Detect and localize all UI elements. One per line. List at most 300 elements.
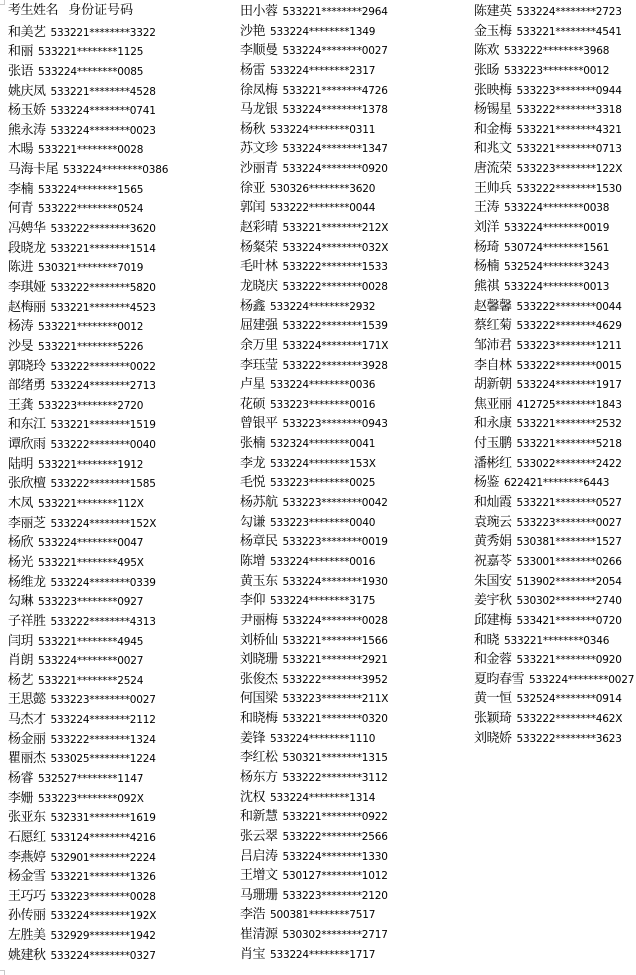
id-number: 533221********1125: [38, 46, 144, 59]
id-number: 533223********122X: [516, 163, 623, 176]
student-name: 徐亚: [240, 180, 266, 196]
student-name: 付玉鹏: [474, 436, 512, 452]
student-name: 邱建梅: [474, 612, 512, 628]
id-number: 533221********0028: [38, 144, 144, 157]
list-item: [8, 572, 168, 592]
id-number: 533224********0023: [50, 124, 156, 137]
id-number: 533221********0922: [282, 811, 388, 824]
cell-corner-marker-bottom: [0, 970, 5, 975]
student-name: 金玉梅: [474, 23, 512, 39]
id-number: 533001********0266: [516, 555, 622, 568]
student-name: 杨秋: [240, 121, 266, 137]
student-name: 夏昀春雪: [474, 671, 525, 687]
list-item: [240, 551, 388, 571]
student-name: 张欣檀: [8, 476, 46, 492]
id-number: 533222********0028: [282, 280, 388, 293]
list-item: [8, 847, 168, 867]
list-item: [8, 611, 168, 631]
student-name: 卢星: [240, 377, 266, 393]
list-item: [240, 728, 388, 748]
id-number: 533224********0038: [504, 202, 610, 215]
list-item: [8, 925, 168, 945]
id-number: 530326********3620: [270, 182, 376, 195]
id-number: 533222********3318: [516, 104, 622, 117]
id-number: 533224********0027: [282, 45, 388, 58]
id-number: 533224********192X: [50, 910, 157, 923]
student-name: 姚庆凤: [8, 83, 46, 99]
student-name: 马珊珊: [240, 887, 278, 903]
student-name: 沈权: [240, 789, 266, 805]
list-item: [8, 788, 168, 808]
student-name: 屈建强: [240, 318, 278, 334]
student-name: 余万里: [240, 337, 278, 353]
id-number: 533224********1110: [270, 732, 376, 745]
student-name: 胡新朝: [474, 377, 512, 393]
id-number: 532331********1619: [50, 812, 156, 825]
id-number: 533221********1519: [50, 419, 156, 432]
list-item: [240, 669, 388, 689]
list-item: [240, 158, 388, 178]
student-name: 王涛: [474, 200, 500, 216]
student-name: 张语: [8, 63, 34, 79]
list-item: [474, 80, 634, 100]
id-number: 533224********2932: [270, 300, 376, 313]
id-number: 530321********1315: [282, 752, 388, 765]
id-number: 530724********1561: [504, 241, 610, 254]
id-number: 533222********1585: [50, 478, 156, 491]
student-name: 陈进: [8, 260, 34, 276]
student-name: 崔清源: [240, 927, 278, 943]
student-name: 和金梅: [474, 121, 512, 137]
student-name: 张俊杰: [240, 671, 278, 687]
list-item: [240, 571, 388, 591]
id-number: 533224********2317: [270, 64, 376, 77]
id-number: 533224********3175: [270, 595, 376, 608]
list-item: [240, 256, 388, 276]
id-number: 533221********4541: [516, 25, 622, 38]
student-name: 杨睿: [8, 770, 34, 786]
id-number: 533221********4528: [50, 85, 156, 98]
list-item: [240, 296, 388, 316]
student-name: 李丽芝: [8, 515, 46, 531]
cell-corner-marker: [0, 0, 5, 5]
id-number: 533222********0044: [270, 202, 376, 215]
student-name: 田小蓉: [240, 4, 278, 19]
list-item: [240, 846, 388, 866]
id-number: 533221********2964: [282, 6, 388, 18]
list-item: [474, 60, 634, 80]
student-name: 瞿丽杰: [8, 751, 46, 767]
student-name: 杨玉娇: [8, 103, 46, 119]
student-name: 杨东方: [240, 769, 278, 785]
id-number: 533222********462X: [516, 713, 623, 726]
id-number: 533222********5820: [50, 281, 156, 294]
id-number: 533221********4945: [38, 635, 144, 648]
list-item: [474, 217, 634, 237]
id-number: 533224********0027: [529, 673, 635, 686]
column-2: [240, 0, 388, 963]
list-item: [474, 138, 634, 158]
student-name: 杨粲荣: [240, 239, 278, 255]
list-item: [8, 81, 168, 101]
id-number: 533222********3620: [50, 223, 156, 236]
student-name: 冯娉华: [8, 221, 46, 237]
student-name: 李浩: [240, 907, 266, 923]
list-item: [240, 394, 388, 414]
column-1: [8, 0, 168, 964]
student-name: 和灿霞: [474, 495, 512, 511]
list-item: [474, 335, 634, 355]
list-item: [8, 179, 168, 199]
id-number: 533223********0025: [270, 477, 376, 490]
student-name: 何国梁: [240, 691, 278, 707]
student-name: 张楠: [240, 436, 266, 452]
list-item: [8, 316, 168, 336]
student-name: 邹沛君: [474, 337, 512, 353]
student-name: 赵彩晴: [240, 220, 278, 236]
list-item: [240, 374, 388, 394]
list-item: [8, 650, 168, 670]
id-number: 533224********1717: [270, 948, 376, 961]
student-name: 熊永涛: [8, 122, 46, 138]
student-name: 杨雷: [240, 62, 266, 78]
list-item: [8, 905, 168, 925]
student-name: 杨楠: [474, 259, 500, 275]
id-number: 533224********1930: [282, 575, 388, 588]
id-number: 533221********4726: [282, 84, 388, 97]
student-name: 赵梅丽: [8, 299, 46, 315]
id-number: 533221********3322: [50, 26, 156, 39]
id-number: 533224********0741: [50, 105, 156, 118]
student-name: 王增文: [240, 868, 278, 884]
student-name: 黄玉东: [240, 573, 278, 589]
id-number: 533224********1314: [270, 791, 376, 804]
id-number: 533224********0047: [38, 537, 144, 550]
student-name: 刘桥仙: [240, 632, 278, 648]
student-name: 段晓龙: [8, 240, 46, 256]
id-number: 533221********112X: [38, 498, 144, 511]
student-name: 和东江: [8, 417, 46, 433]
id-number: 533221********2524: [38, 674, 144, 687]
student-name: 张云翠: [240, 828, 278, 844]
student-name: 熊祺: [474, 278, 500, 294]
id-number: 533223********0019: [282, 536, 388, 549]
list-item: [240, 413, 388, 433]
student-name: 潘彬红: [474, 455, 512, 471]
list-item: [240, 924, 388, 944]
id-number: 513902********2054: [516, 575, 622, 588]
student-name: 王帅兵: [474, 180, 512, 196]
student-name: 勾琳: [8, 594, 34, 610]
student-name: 李红松: [240, 750, 278, 766]
id-number: 530127********1012: [282, 870, 388, 883]
list-item: [8, 748, 168, 768]
id-number: 533224********0013: [504, 280, 610, 293]
list-item: [474, 492, 634, 512]
id-number: 533222********0040: [50, 439, 156, 452]
id-number: 533222********0524: [38, 203, 144, 216]
list-item: [474, 669, 634, 689]
list-item: [240, 708, 388, 728]
student-name: 龙晓庆: [240, 278, 278, 294]
list-item: [474, 99, 634, 119]
id-number: 532929********1942: [50, 930, 156, 943]
list-item: [8, 434, 168, 454]
student-name: 王巧巧: [8, 888, 46, 904]
list-item: [8, 41, 168, 61]
student-name: 毛悦: [240, 475, 266, 491]
list-item: [240, 531, 388, 551]
list-item: [240, 472, 388, 492]
list-item: [8, 257, 168, 277]
id-number: 533224********2713: [50, 380, 156, 393]
header-name-label: 考生姓名: [8, 3, 59, 18]
list-item: [474, 472, 634, 492]
id-number: 532524********3243: [504, 261, 610, 274]
id-number: 533221********1566: [282, 634, 388, 647]
list-item: [8, 356, 168, 376]
list-item: [8, 886, 168, 906]
id-number: 530302********2717: [282, 929, 388, 942]
id-number: 533221********1912: [38, 458, 144, 471]
student-name: 杨艺: [8, 672, 34, 688]
id-number: 533221********1514: [50, 242, 156, 255]
id-number: 533224********0311: [270, 123, 376, 136]
student-name: 苏文珍: [240, 141, 278, 157]
student-name: 黄秀娟: [474, 534, 512, 550]
id-number: 533223********0042: [282, 497, 388, 510]
id-number: 533222********4313: [50, 615, 156, 628]
student-name: 杨金雪: [8, 869, 46, 885]
student-name: 杨章民: [240, 534, 278, 550]
id-number: 533221********2921: [282, 654, 388, 667]
list-item: [240, 80, 388, 100]
list-item: [240, 610, 388, 630]
id-number: 532901********2224: [50, 851, 156, 864]
student-name: 张旸: [474, 62, 500, 78]
list-item: [8, 493, 168, 513]
student-name: 谭欣雨: [8, 437, 46, 453]
list-item: [474, 355, 634, 375]
student-name: 杨涛: [8, 319, 34, 335]
student-name: 尹丽梅: [240, 612, 278, 628]
id-number: 533224********0386: [63, 164, 169, 177]
student-name: 和美艺: [8, 24, 46, 40]
student-name: 李珏莹: [240, 357, 278, 373]
list-item: [474, 119, 634, 139]
list-item: [240, 21, 388, 41]
student-name: 袁琬云: [474, 514, 512, 530]
list-item: [8, 454, 168, 474]
student-name: 孙传丽: [8, 908, 46, 924]
list-item: [474, 158, 634, 178]
list-item: [474, 649, 634, 669]
student-name: 杨苏航: [240, 495, 278, 511]
id-number: 533223********1211: [516, 339, 622, 352]
student-name: 和丽: [8, 44, 34, 60]
list-item: [474, 728, 634, 748]
student-name: 张映梅: [474, 82, 512, 98]
list-item: [474, 21, 634, 41]
id-number: 533221********495X: [38, 556, 144, 569]
list-item: [474, 413, 634, 433]
list-item: [8, 945, 168, 965]
list-item: [8, 395, 168, 415]
student-name: 杨鉴: [474, 475, 500, 491]
student-name: 和永康: [474, 416, 512, 432]
student-name: 和新慧: [240, 809, 278, 825]
list-item: [474, 237, 634, 257]
student-name: 唐流荣: [474, 161, 512, 177]
student-name: 祝嘉苓: [474, 553, 512, 569]
id-number: 533222********2566: [282, 830, 388, 843]
list-item: [474, 276, 634, 296]
list-item: [8, 670, 168, 690]
list-item: [8, 336, 168, 356]
id-number: 533025********1224: [50, 753, 156, 766]
id-number: 533223********0927: [38, 596, 144, 609]
id-number: 533223********2120: [282, 889, 388, 902]
list-item: [8, 532, 168, 552]
student-name: 杨欣: [8, 535, 34, 551]
id-number: 533221********0320: [282, 713, 388, 726]
student-name: 吕启涛: [240, 848, 278, 864]
id-number: 533223********0028: [50, 890, 156, 903]
id-number: 533223********092X: [38, 792, 144, 805]
id-number: 533221********212X: [282, 222, 389, 235]
id-number: 533221********0920: [516, 654, 622, 667]
list-item: [240, 217, 388, 237]
student-name: 李龙: [240, 455, 266, 471]
student-name: 李楠: [8, 181, 34, 197]
id-number: 533221********5226: [38, 340, 144, 353]
student-name: 朱国安: [474, 573, 512, 589]
id-number: 533022********2422: [516, 457, 622, 470]
id-number: 533224********0016: [270, 555, 376, 568]
id-number: 533224********1917: [516, 379, 622, 392]
list-item: [8, 689, 168, 709]
list-item: [474, 708, 634, 728]
id-number: 533224********0036: [270, 379, 376, 392]
student-name: 木暘: [8, 142, 34, 158]
id-number: 530321********7019: [38, 262, 144, 275]
student-name: 石愿红: [8, 829, 46, 845]
list-item: [8, 297, 168, 317]
id-number: 533223********0012: [504, 64, 610, 77]
student-name: 闫玥: [8, 633, 34, 649]
student-name: 刘晓珊: [240, 652, 278, 668]
id-number: 533223********0027: [516, 516, 622, 529]
student-name: 杨锡星: [474, 102, 512, 118]
student-name: 李燕婷: [8, 849, 46, 865]
id-number: 533224********2112: [50, 714, 156, 727]
id-number: 532524********0914: [516, 693, 622, 706]
id-number: 533223********0016: [270, 398, 376, 411]
student-name: 陆明: [8, 456, 34, 472]
id-number: 533224********0028: [282, 614, 388, 627]
list-item: [474, 315, 634, 335]
student-name: 杨金丽: [8, 731, 46, 747]
student-name: 肖宝: [240, 946, 266, 962]
list-item: [240, 1, 388, 21]
id-number: 532324********0041: [270, 438, 376, 451]
id-number: 533221********1326: [50, 871, 156, 884]
id-number: 530381********1527: [516, 536, 622, 549]
list-item: [8, 807, 168, 827]
student-name: 和兆文: [474, 141, 512, 157]
student-name: 勾谦: [240, 514, 266, 530]
list-item: [8, 139, 168, 159]
id-number: 533224********0327: [50, 949, 156, 962]
student-name: 和晓: [474, 632, 500, 648]
id-number: 533421********0720: [516, 614, 622, 627]
list-item: [8, 866, 168, 886]
list-item: [8, 198, 168, 218]
list-item: [240, 197, 388, 217]
id-number: 500381********7517: [270, 909, 376, 922]
id-number: 533222********1530: [516, 182, 622, 195]
list-item: [474, 178, 634, 198]
student-name: 杨维龙: [8, 574, 46, 590]
list-item: [8, 22, 168, 42]
list-item: [240, 806, 388, 826]
list-item: [8, 709, 168, 729]
student-name: 李自林: [474, 357, 512, 373]
list-item: [240, 237, 388, 257]
id-number: 533224********0085: [38, 65, 144, 78]
student-name: 陈增: [240, 553, 266, 569]
student-name: 部绪勇: [8, 378, 46, 394]
list-item: [240, 433, 388, 453]
list-item: [474, 256, 634, 276]
list-item: [474, 374, 634, 394]
student-name: 杨光: [8, 554, 34, 570]
list-item: [8, 375, 168, 395]
list-item: [240, 60, 388, 80]
list-item: [474, 688, 634, 708]
student-name: 马龙银: [240, 102, 278, 118]
student-name: 刘晓娇: [474, 730, 512, 746]
student-name: 李仰: [240, 593, 266, 609]
list-item: [8, 513, 168, 533]
list-item: [240, 885, 388, 905]
student-name: 郭闰: [240, 200, 266, 216]
student-name: 何青: [8, 201, 34, 217]
student-name: 和晓梅: [240, 711, 278, 727]
id-number: 533222********3968: [504, 45, 610, 58]
list-item: [240, 787, 388, 807]
header-row: [8, 1, 168, 21]
id-number: 533222********3928: [282, 359, 388, 372]
column-3: [474, 0, 634, 747]
student-name: 左胜美: [8, 928, 46, 944]
list-item: [8, 61, 168, 81]
id-number: 533224********1349: [270, 25, 376, 38]
id-number: 622421********6443: [504, 477, 610, 490]
list-item: [240, 590, 388, 610]
student-name: 张亚东: [8, 810, 46, 826]
id-number: 533221********0713: [516, 143, 622, 156]
list-item: [474, 512, 634, 532]
id-number: 533224********2723: [516, 6, 622, 18]
list-item: [240, 826, 388, 846]
id-number: 533222********3623: [516, 732, 622, 745]
list-item: [8, 218, 168, 238]
student-name: 杨琦: [474, 239, 500, 255]
id-number: 533222********0044: [516, 300, 622, 313]
list-item: [474, 590, 634, 610]
list-item: [474, 394, 634, 414]
